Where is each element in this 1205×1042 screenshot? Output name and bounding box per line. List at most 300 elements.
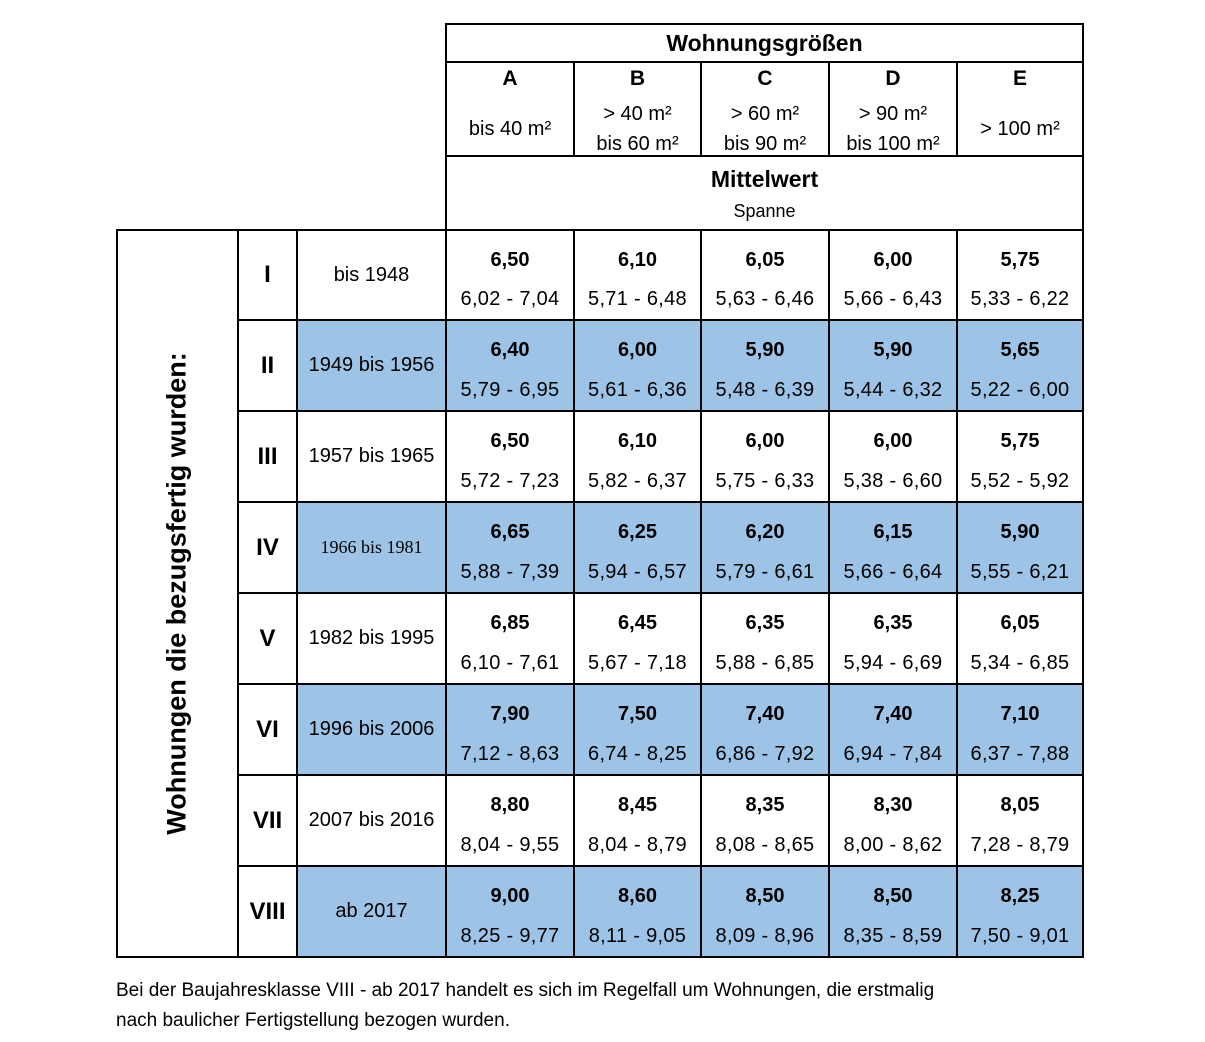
range-low: 5,94: [843, 652, 884, 674]
range-low: 8,04: [460, 834, 501, 856]
range-low: 7,12: [460, 743, 501, 765]
row-roman-label: VI: [256, 715, 279, 743]
range-value: [702, 743, 828, 766]
range-high: 7,92: [774, 743, 815, 765]
column-range-from: > 40 m²: [603, 103, 672, 125]
range-high: 8,63: [519, 743, 560, 765]
mean-value: 6,05: [1000, 612, 1040, 634]
range-separator: -: [500, 834, 520, 856]
range-high: 7,84: [902, 743, 943, 765]
value-cell: [700, 410, 828, 501]
range-low: 7,50: [970, 925, 1011, 947]
range-separator: -: [755, 288, 775, 310]
range-separator: -: [1010, 834, 1030, 856]
range-separator: -: [500, 288, 520, 310]
row-roman-iv: [237, 501, 296, 592]
column-letter: E: [1012, 67, 1027, 90]
value-cell: [828, 229, 956, 319]
value-cell: [956, 865, 1082, 956]
footnote-line-2: nach baulicher Fertigstellung bezogen wurden.: [116, 1010, 510, 1031]
mean-value: 6,05: [745, 249, 785, 271]
mean-value: 6,40: [490, 339, 530, 361]
value-cell: [828, 865, 956, 956]
range-value: [830, 288, 956, 311]
range-separator: -: [1010, 652, 1030, 674]
range-low: 5,88: [460, 561, 501, 583]
range-low: 5,67: [588, 652, 629, 674]
value-cell: [828, 319, 956, 410]
range-separator: -: [500, 925, 520, 947]
range-value: [575, 834, 700, 857]
column-letter: B: [629, 67, 646, 90]
value-cell: [956, 319, 1082, 410]
row-roman-i: [237, 229, 296, 319]
value-cell: [573, 774, 700, 865]
mean-value: 8,50: [745, 885, 785, 907]
range-separator: -: [1010, 743, 1030, 765]
range-separator: -: [628, 288, 647, 310]
range-separator: -: [1010, 925, 1030, 947]
column-letter: D: [885, 67, 901, 90]
value-cell: [445, 501, 573, 592]
range-value: [702, 470, 828, 493]
range-low: 5,72: [460, 470, 501, 492]
range-separator: -: [627, 925, 647, 947]
range-low: 8,11: [588, 925, 628, 947]
value-cell: [828, 410, 956, 501]
range-high: 6,57: [646, 561, 687, 583]
range-value: [447, 379, 573, 402]
value-cell: [445, 410, 573, 501]
range-low: 5,48: [715, 379, 756, 401]
row-roman-vii: [237, 774, 296, 865]
range-separator: -: [755, 925, 775, 947]
range-low: 8,09: [715, 925, 756, 947]
value-cell: [828, 683, 956, 774]
range-separator: -: [500, 743, 520, 765]
row-period: [296, 229, 445, 319]
range-low: 6,94: [843, 743, 884, 765]
range-low: 5,34: [970, 652, 1011, 674]
mean-value: 5,65: [1000, 339, 1040, 361]
range-low: 8,04: [588, 834, 629, 856]
row-period-label: 2007 bis 2016: [308, 809, 435, 831]
range-separator: -: [500, 652, 520, 674]
range-high: 6,61: [774, 561, 815, 583]
value-cell: [445, 592, 573, 683]
mean-value: 5,75: [1000, 430, 1040, 452]
mittelwert-header: [445, 155, 1082, 231]
range-separator: -: [628, 470, 647, 492]
mean-value: 7,40: [745, 703, 785, 725]
mean-value: 7,90: [490, 703, 530, 725]
mean-value: 7,40: [873, 703, 913, 725]
range-separator: -: [883, 743, 903, 765]
row-roman-viii: [237, 865, 296, 956]
column-header-b: [573, 61, 700, 157]
mean-value: 6,00: [745, 430, 785, 452]
value-cell: [700, 774, 828, 865]
value-cell: [956, 501, 1082, 592]
row-period: [296, 774, 445, 865]
range-value: [447, 834, 573, 857]
range-separator: -: [500, 379, 520, 401]
row-period: [296, 410, 445, 501]
value-cell: [828, 774, 956, 865]
range-low: 5,63: [715, 288, 756, 310]
row-roman-label: II: [260, 351, 275, 379]
mean-value: 6,85: [490, 612, 530, 634]
range-high: 6,37: [646, 470, 687, 492]
range-separator: -: [628, 743, 647, 765]
range-high: 6,69: [902, 652, 943, 674]
range-value: [702, 834, 828, 857]
value-cell: [573, 592, 700, 683]
range-value: [702, 288, 828, 311]
column-range-from: > 60 m²: [730, 103, 800, 125]
range-value: [830, 834, 956, 857]
value-cell: [445, 229, 573, 319]
range-value: [958, 652, 1082, 675]
range-high: 6,22: [1029, 288, 1070, 310]
range-value: [958, 925, 1082, 948]
row-period: [296, 592, 445, 683]
range-separator: -: [755, 470, 775, 492]
mean-value: 6,25: [618, 521, 657, 543]
mean-value: 6,65: [490, 521, 530, 543]
value-cell: [573, 229, 700, 319]
mean-value: 6,50: [490, 249, 530, 271]
range-value: [830, 561, 956, 584]
range-high: 7,04: [519, 288, 560, 310]
range-value: [830, 470, 956, 493]
range-low: 6,02: [460, 288, 501, 310]
value-cell: [700, 229, 828, 319]
range-separator: -: [883, 561, 903, 583]
range-low: 6,10: [460, 652, 501, 674]
range-value: [958, 834, 1082, 857]
column-range-from: > 90 m²: [858, 103, 928, 125]
mean-value: 5,90: [745, 339, 785, 361]
mean-value: 8,30: [873, 794, 913, 816]
side-label: Wohnungen die bezugsfertig wurden:: [162, 352, 193, 835]
mean-value: 6,50: [490, 430, 530, 452]
range-high: 9,01: [1029, 925, 1070, 947]
column-range-to: bis 60 m²: [596, 133, 679, 155]
range-high: 6,39: [774, 379, 815, 401]
range-value: [575, 652, 700, 675]
range-low: 5,94: [588, 561, 629, 583]
range-high: 6,43: [902, 288, 943, 310]
range-value: [830, 925, 956, 948]
range-low: 5,66: [843, 288, 884, 310]
mean-value: 8,45: [618, 794, 657, 816]
row-period-label: bis 1948: [333, 263, 410, 286]
range-high: 6,95: [519, 379, 560, 401]
range-value: [958, 379, 1082, 402]
range-high: 7,88: [1029, 743, 1070, 765]
range-high: 6,21: [1029, 561, 1070, 583]
range-low: 5,33: [970, 288, 1011, 310]
range-separator: -: [883, 834, 903, 856]
range-high: 8,62: [902, 834, 943, 856]
value-cell: [445, 683, 573, 774]
range-low: 5,61: [588, 379, 629, 401]
range-high: 9,55: [519, 834, 560, 856]
value-cell: [573, 319, 700, 410]
value-cell: [573, 683, 700, 774]
range-low: 5,38: [843, 470, 884, 492]
range-separator: -: [883, 925, 903, 947]
range-low: 5,66: [843, 561, 884, 583]
range-high: 5,92: [1029, 470, 1070, 492]
value-cell: [956, 410, 1082, 501]
value-cell: [956, 774, 1082, 865]
mean-value: 8,05: [1000, 794, 1040, 816]
range-separator: -: [755, 379, 775, 401]
range-low: 8,00: [843, 834, 884, 856]
value-cell: [956, 592, 1082, 683]
footnote: [116, 976, 1116, 1036]
row-period-label: 1982 bis 1995: [308, 627, 435, 649]
row-period: [296, 865, 445, 956]
range-separator: -: [883, 652, 903, 674]
column-header-a: [445, 61, 573, 157]
mean-value: 5,90: [873, 339, 913, 361]
range-separator: -: [628, 652, 647, 674]
range-value: [702, 925, 828, 948]
range-value: [958, 470, 1082, 493]
range-high: 6,85: [1029, 652, 1070, 674]
range-low: 7,28: [970, 834, 1011, 856]
column-range-to: bis 90 m²: [723, 133, 807, 155]
mean-value: 6,45: [618, 612, 657, 634]
row-roman-label: III: [257, 442, 278, 470]
range-value: [958, 743, 1082, 766]
range-separator: -: [500, 561, 520, 583]
row-period-label: 1996 bis 2006: [308, 718, 435, 740]
range-value: [447, 652, 573, 675]
range-separator: -: [1010, 288, 1030, 310]
mean-value: 8,50: [873, 885, 913, 907]
range-value: [447, 288, 573, 311]
row-roman-ii: [237, 319, 296, 410]
row-roman-vi: [237, 683, 296, 774]
range-value: [702, 561, 828, 584]
value-cell: [700, 865, 828, 956]
column-range: > 100 m²: [980, 118, 1060, 140]
range-low: 5,22: [970, 379, 1011, 401]
range-low: 5,79: [715, 561, 756, 583]
range-low: 8,25: [460, 925, 501, 947]
range-separator: -: [755, 652, 775, 674]
range-value: [958, 288, 1082, 311]
range-value: [702, 652, 828, 675]
range-separator: -: [883, 379, 903, 401]
value-cell: [573, 501, 700, 592]
range-low: 6,37: [970, 743, 1011, 765]
range-separator: -: [755, 834, 775, 856]
range-value: [575, 470, 700, 493]
range-value: [830, 652, 956, 675]
range-high: 6,60: [902, 470, 943, 492]
mean-value: 7,50: [618, 703, 657, 725]
spanne-label: Spanne: [733, 201, 796, 221]
range-high: 7,39: [519, 561, 560, 583]
range-separator: -: [755, 743, 775, 765]
range-separator: -: [628, 834, 647, 856]
range-separator: -: [883, 470, 903, 492]
mean-value: 6,00: [873, 430, 913, 452]
value-cell: [956, 683, 1082, 774]
column-letter: A: [502, 67, 518, 90]
range-separator: -: [755, 561, 775, 583]
range-low: 5,88: [715, 652, 756, 674]
row-period: [296, 319, 445, 410]
table-right-border: [1082, 23, 1084, 958]
range-high: 6,00: [1029, 379, 1070, 401]
row-roman-label: VII: [252, 806, 283, 834]
column-header-e: [956, 61, 1082, 157]
range-low: 5,52: [970, 470, 1011, 492]
range-high: 9,05: [646, 925, 687, 947]
range-low: 8,08: [715, 834, 756, 856]
row-roman-label: V: [259, 624, 276, 652]
range-value: [830, 743, 956, 766]
mean-value: 8,35: [745, 794, 785, 816]
row-period-label: 1957 bis 1965: [308, 445, 435, 467]
range-high: 6,85: [774, 652, 815, 674]
range-separator: -: [1010, 470, 1030, 492]
range-value: [575, 743, 700, 766]
range-high: 7,18: [646, 652, 687, 674]
column-range: bis 40 m²: [468, 118, 552, 140]
range-separator: -: [883, 288, 903, 310]
mean-value: 6,15: [873, 521, 913, 543]
row-roman-label: VIII: [249, 897, 286, 925]
range-high: 8,59: [902, 925, 943, 947]
range-high: 8,79: [1029, 834, 1070, 856]
row-period: [296, 683, 445, 774]
range-value: [447, 925, 573, 948]
range-low: 5,82: [588, 470, 629, 492]
row-period-label: ab 2017: [335, 900, 408, 922]
range-high: 8,96: [774, 925, 815, 947]
mittelwert-label: Mittelwert: [710, 166, 819, 192]
row-roman-label: IV: [256, 533, 279, 561]
range-value: [575, 379, 700, 402]
range-high: 6,64: [902, 561, 943, 583]
value-cell: [445, 865, 573, 956]
side-label-cell: [116, 229, 237, 956]
mean-value: 6,35: [745, 612, 785, 634]
column-range-to: bis 100 m²: [846, 133, 940, 155]
mean-value: 8,80: [490, 794, 530, 816]
row-roman-v: [237, 592, 296, 683]
value-cell: [700, 592, 828, 683]
value-cell: [828, 592, 956, 683]
value-cell: [573, 410, 700, 501]
mean-value: 9,00: [490, 885, 530, 907]
range-separator: -: [628, 561, 647, 583]
range-high: 6,48: [646, 288, 687, 310]
range-separator: -: [628, 379, 647, 401]
range-low: 8,35: [843, 925, 884, 947]
value-cell: [445, 319, 573, 410]
mean-value: 6,10: [618, 249, 657, 271]
range-value: [702, 379, 828, 402]
range-value: [447, 470, 573, 493]
range-high: 6,46: [774, 288, 815, 310]
range-high: 7,23: [519, 470, 560, 492]
mean-value: 5,90: [1000, 521, 1040, 543]
value-cell: [828, 501, 956, 592]
range-separator: -: [1010, 379, 1030, 401]
column-header-c: [700, 61, 828, 157]
range-low: 6,86: [715, 743, 756, 765]
range-high: 6,36: [646, 379, 687, 401]
row-period-label: 1949 bis 1956: [308, 354, 435, 376]
range-value: [447, 743, 573, 766]
range-high: 7,61: [519, 652, 560, 674]
range-high: 6,33: [774, 470, 815, 492]
header-title-cell: [445, 23, 1082, 62]
range-high: 8,65: [774, 834, 815, 856]
range-value: [447, 561, 573, 584]
range-low: 5,44: [843, 379, 884, 401]
mean-value: 5,75: [1000, 249, 1040, 271]
mean-value: 6,35: [873, 612, 913, 634]
range-value: [575, 925, 700, 948]
range-low: 5,75: [715, 470, 756, 492]
mean-value: 8,60: [618, 885, 657, 907]
table-bottom-border: [116, 956, 1084, 958]
footnote-line-1: Bei der Baujahresklasse VIII - ab 2017 handelt es sich im Regelfall um Wohnungen, die erstmalig: [116, 980, 935, 1001]
mean-value: 6,00: [873, 249, 913, 271]
range-high: 6,32: [902, 379, 943, 401]
value-cell: [700, 319, 828, 410]
range-value: [958, 561, 1082, 584]
mean-value: 6,20: [745, 521, 785, 543]
row-roman-label: I: [264, 261, 271, 288]
range-value: [575, 288, 700, 311]
range-low: 5,55: [970, 561, 1011, 583]
value-cell: [573, 865, 700, 956]
range-low: 6,74: [588, 743, 629, 765]
value-cell: [700, 501, 828, 592]
range-high: 9,77: [519, 925, 560, 947]
range-separator: -: [500, 470, 520, 492]
column-letter: C: [757, 67, 773, 90]
value-cell: [445, 774, 573, 865]
mean-value: 6,10: [618, 430, 657, 452]
range-value: [830, 379, 956, 402]
range-separator: -: [1010, 561, 1030, 583]
range-low: 5,71: [588, 288, 629, 310]
mean-value: 7,10: [1000, 703, 1040, 725]
header-title: Wohnungsgrößen: [666, 30, 863, 56]
range-high: 8,25: [646, 743, 687, 765]
mean-value: 6,00: [618, 339, 657, 361]
range-high: 8,79: [646, 834, 687, 856]
value-cell: [700, 683, 828, 774]
column-header-d: [828, 61, 956, 157]
row-period-label: 1966 bis 1981: [320, 537, 423, 557]
row-period: [296, 501, 445, 592]
range-value: [575, 561, 700, 584]
value-cell: [956, 229, 1082, 319]
mean-value: 8,25: [1000, 885, 1040, 907]
